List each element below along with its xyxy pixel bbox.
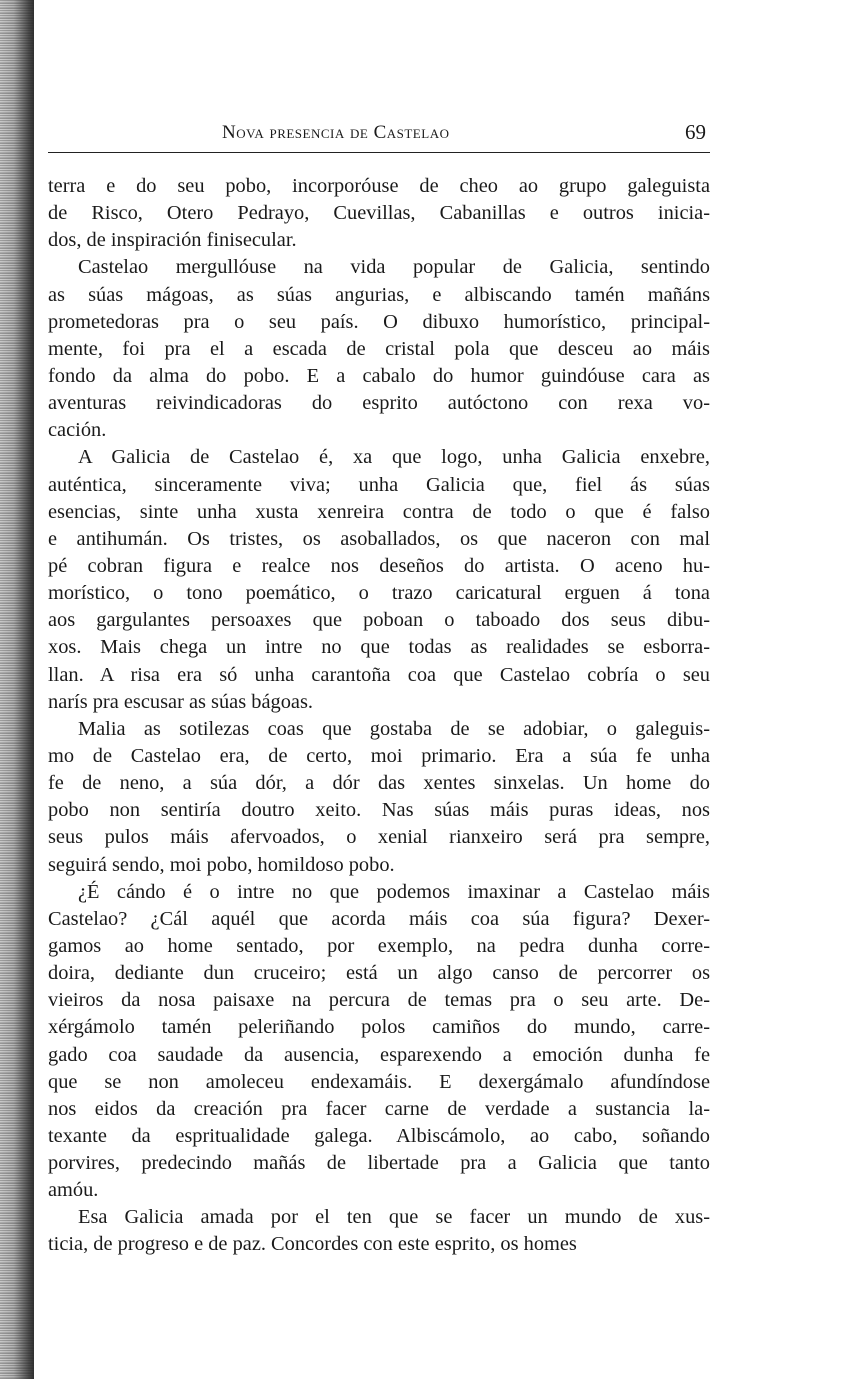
text-line: que se non amoleceu endexamáis. E dexergámalo afundíndose: [48, 1070, 710, 1093]
text-line: porvires, predecindo mañás de libertade pra a Galicia que tanto: [48, 1152, 710, 1175]
body-text: [48, 173, 710, 1259]
text-line: ¿É cándo é o intre no que podemos imaxinar a Castelao máis: [78, 880, 710, 903]
text-line: A Galicia de Castelao é, xa que logo, unha Galicia enxebre,: [78, 446, 710, 469]
text-line: esencias, sinte unha xusta xenreira contra de todo o que é falso: [48, 500, 710, 523]
running-title: Nova presencia de Castelao: [222, 122, 450, 143]
text-line: cación.: [48, 419, 107, 442]
text-line: xérgámolo tamén peleriñando polos camiños do mundo, carre-: [48, 1016, 710, 1039]
text-line: amóu.: [48, 1179, 99, 1202]
text-line: e antihumán. Os tristes, os asoballados, os que naceron con mal: [48, 527, 710, 550]
text-line: pé cobran figura e realce nos deseños do artista. O aceno hu-: [48, 554, 710, 577]
text-line: fe de neno, a súa dór, a dór das xentes sinxelas. Un home do: [48, 772, 710, 795]
page-number: 69: [685, 120, 706, 144]
text-line: doira, dediante dun cruceiro; está un algo canso de percorrer os: [48, 962, 710, 985]
text-line: narís pra escusar as súas bágoas.: [48, 690, 313, 713]
text-line: seguirá sendo, moi pobo, homildoso pobo.: [48, 853, 395, 876]
text-line: morístico, o tono poemático, o trazo caricatural erguen á tona: [48, 582, 710, 605]
text-line: ticia, de progreso e de paz. Concordes con este esprito, os homes: [48, 1233, 577, 1256]
page-binding-edge: [0, 0, 34, 1379]
text-line: auténtica, sinceramente viva; unha Galicia que, fiel ás súas: [48, 473, 710, 496]
text-line: Esa Galicia amada por el ten que se facer un mundo de xus-: [78, 1206, 710, 1229]
paragraph: [48, 716, 710, 879]
text-line: Castelao? ¿Cál aquél que acorda máis coa súa figura? Dexer-: [48, 907, 710, 930]
text-line: pobo non sentiría doutro xeito. Nas súas máis puras ideas, nos: [48, 799, 710, 822]
text-line: prometedoras pra o seu país. O dibuxo humorístico, principal-: [48, 310, 710, 333]
running-header: [48, 118, 710, 153]
text-line: dos, de inspiración finisecular.: [48, 229, 297, 252]
text-line: gado coa saudade da ausencia, esparexendo a emoción dunha fe: [48, 1043, 710, 1066]
text-line: gamos ao home sentado, por exemplo, na pedra dunha corre-: [48, 934, 710, 957]
text-line: Castelao mergullóuse na vida popular de Galicia, sentindo: [78, 256, 710, 279]
text-line: llan. A risa era só unha carantoña coa que Castelao cobría o seu: [48, 663, 710, 686]
text-line: seus pulos máis afervoados, o xenial rianxeiro será pra sempre,: [48, 826, 710, 849]
paragraph: [48, 173, 710, 254]
text-line: fondo da alma do pobo. E a cabalo do humor guindóuse cara as: [48, 364, 710, 387]
paragraph: [48, 444, 710, 715]
text-line: terra e do seu pobo, incorporóuse de cheo ao grupo galeguista: [48, 175, 710, 197]
text-line: mo de Castelao era, de certo, moi primario. Era a súa fe unha: [48, 744, 710, 767]
text-line: Malia as sotilezas coas que gostaba de se adobiar, o galeguis-: [78, 717, 710, 740]
text-line: de Risco, Otero Pedrayo, Cuevillas, Cabanillas e outros inicia-: [48, 202, 710, 225]
text-line: aventuras reivindicadoras do esprito autóctono con rexa vo-: [48, 392, 710, 415]
text-line: aos gargulantes persoaxes que poboan o taboado dos seus dibu-: [48, 609, 710, 632]
text-line: nos eidos da creación pra facer carne de verdade a sustancia la-: [48, 1097, 710, 1120]
text-line: vieiros da nosa paisaxe na percura de temas pra o seu arte. De-: [48, 989, 710, 1012]
text-line: mente, foi pra el a escada de cristal pola que desceu ao máis: [48, 337, 710, 360]
text-line: as súas mágoas, as súas angurias, e albiscando tamén mañáns: [48, 283, 710, 306]
text-line: xos. Mais chega un intre no que todas as realidades se esborra-: [48, 636, 710, 659]
text-line: texante da espritualidade galega. Albiscámolo, ao cabo, soñando: [48, 1124, 710, 1147]
paragraph: [48, 254, 710, 444]
paragraph: [48, 879, 710, 1205]
paragraph: [48, 1204, 710, 1258]
